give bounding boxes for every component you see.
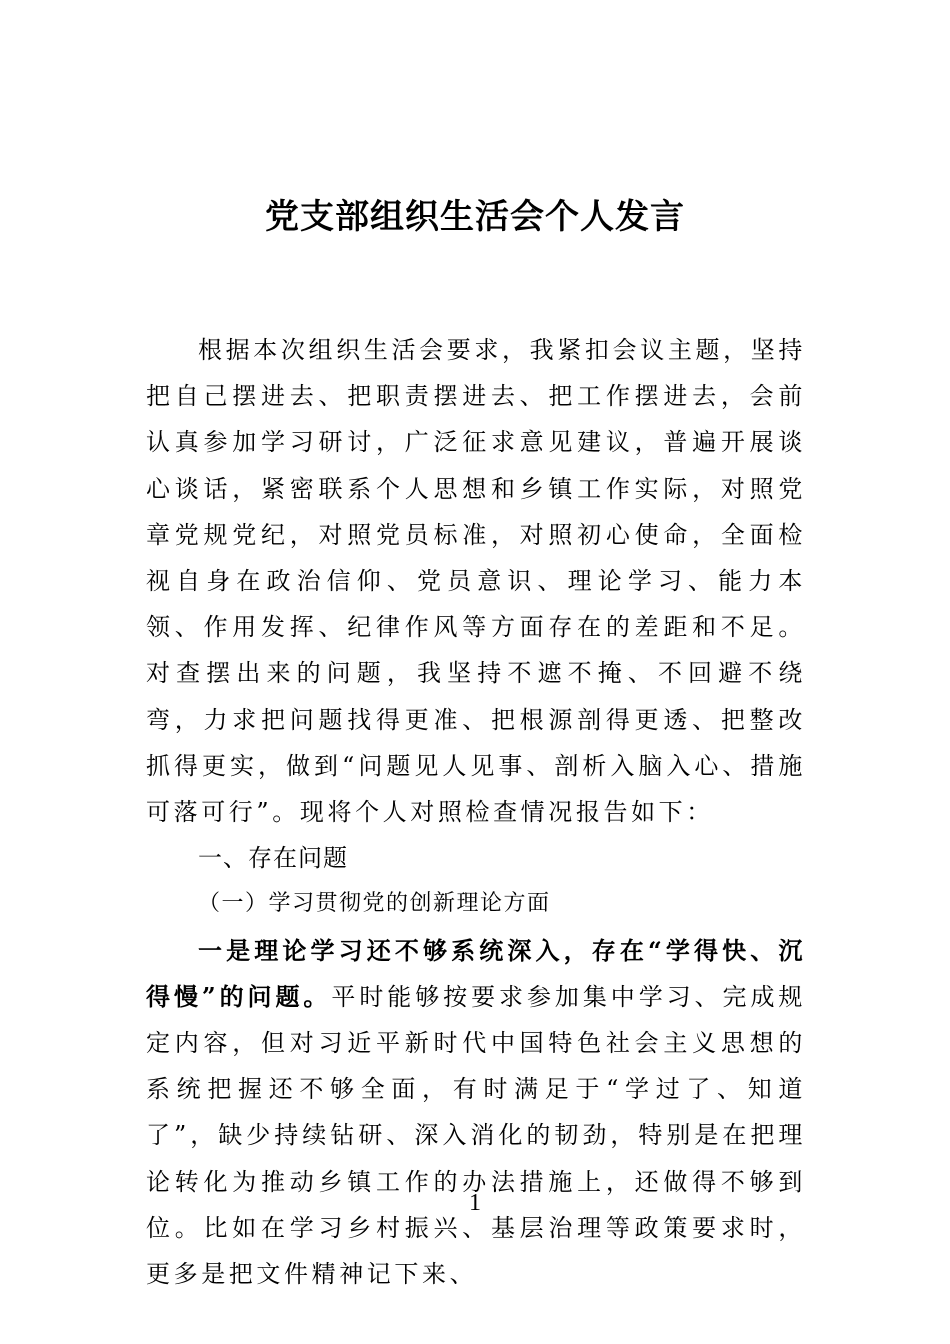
section-heading: 一、存在问题: [198, 844, 348, 873]
subsection-heading: （一）学习贯彻党的创新理论方面: [198, 891, 551, 917]
document-title: 党支部组织生活会个人发言: [265, 197, 685, 237]
page-number: 1: [469, 1190, 481, 1216]
intro-paragraph: 根据本次组织生活会要求，我紧扣会议主题，坚持把自己摆进去、把职责摆进去、把工作摆进去，会前认真参加学习研讨，广泛征求意见建议，普遍开展谈心谈话，紧密联系个人思想和乡镇工作实际，对照党章党规党纪，对照党员标准，对照初心使命，全面检视自身在政治信仰、党员意识、理论学习、能力本领、作用发挥、纪律作风等方面存在的差距和不足。对查摆出来的问题，我坚持不遮不掩、不回避不绕弯，力求把问题找得更准、把根源剖得更透、把整改抓得更实，做到“问题见人见事、剖析入脑入心、措施可落可行”。现将个人对照检查情况报告如下：: [146, 336, 806, 827]
point-paragraph: [146, 928, 806, 1298]
point-body: 平时能够按要求参加集中学习、完成规定内容，但对习近平新时代中国特色社会主义思想的系统把握还不够全面，有时满足于“学过了、知道了”，缺少持续钻研、深入消化的韧劲，特别是在把理论转化为推动乡镇工作的办法措施上，还做得不够到位。比如在学习乡村振兴、基层治理等政策要求时，更多是把文件精神记下来、: [146, 982, 806, 1289]
point-lead: 一是理论学习还不够系统深入，存在“学得快、沉得慢”的问题。: [146, 935, 806, 1011]
document-body: [146, 327, 806, 1297]
